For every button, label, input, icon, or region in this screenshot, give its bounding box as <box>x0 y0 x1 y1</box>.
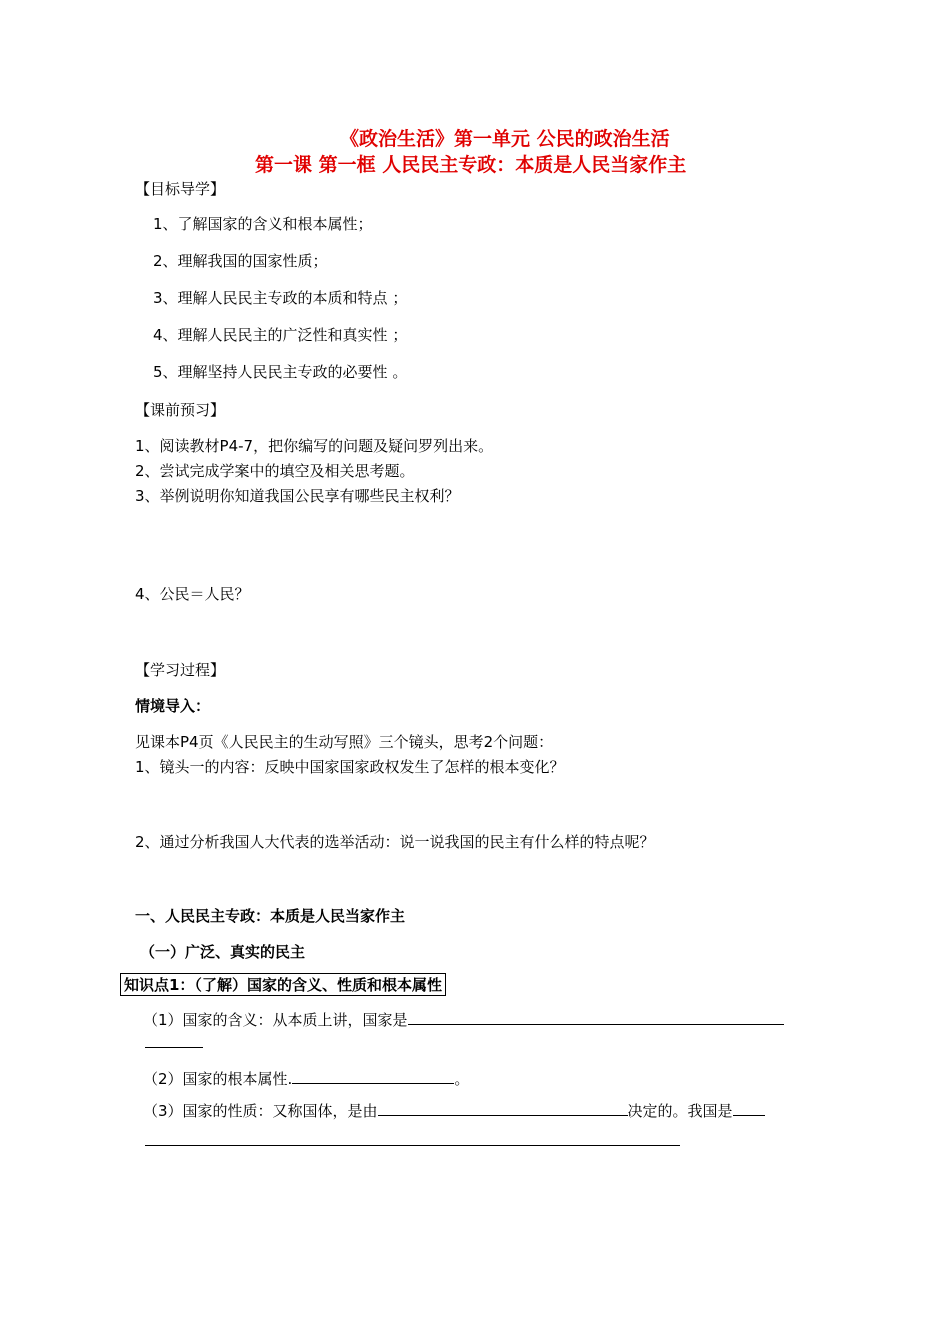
preview-item: 2、尝试完成学案中的填空及相关思考题。 <box>135 462 415 480</box>
question-1: 1、镜头一的内容：反映中国家国家政权发生了怎样的根本变化？ <box>135 758 565 776</box>
intro-label: 情境导入： <box>135 697 211 715</box>
intro-text: 见课本P4页《人民民主的生动写照》三个镜头，思考2个问题： <box>135 733 554 751</box>
goal-item: 4、理解人民民主的广泛性和真实性 ； <box>153 326 408 344</box>
goal-item: 2、理解我国的国家性质； <box>153 252 328 270</box>
question-2: 2、通过分析我国人大代表的选举活动：说一说我国的民主有什么样的特点呢？ <box>135 833 655 851</box>
fill-suffix-2: 。 <box>454 1070 470 1088</box>
title-line-1: 《政治生活》第一单元 公民的政治生活 <box>340 128 670 150</box>
knowledge-point-box: 知识点1：（了解）国家的含义、性质和根本属性 <box>120 973 446 996</box>
fill-line-2 <box>143 1068 469 1089</box>
preview-item: 4、公民＝人民？ <box>135 585 250 603</box>
goal-item: 3、理解人民民主专政的本质和特点 ； <box>153 289 408 307</box>
fill-prompt-2: （2）国家的根本属性. <box>143 1070 293 1088</box>
fill-line-1 <box>143 1009 784 1030</box>
preview-heading: 【课前预习】 <box>135 401 226 419</box>
process-heading: 【学习过程】 <box>135 661 226 679</box>
goals-heading: 【目标导学】 <box>135 180 226 198</box>
goal-item: 5、理解坚持人民民主专政的必要性 。 <box>153 363 408 381</box>
blank[interactable] <box>408 1012 784 1025</box>
blank[interactable] <box>733 1103 765 1116</box>
section-heading: 一、人民民主专政：本质是人民当家作主 <box>135 907 406 925</box>
blank[interactable] <box>145 1047 203 1048</box>
fill-prompt-3: （3）国家的性质：又称国体，是由 <box>143 1102 378 1120</box>
goal-item: 1、了解国家的含义和根本属性； <box>153 215 373 233</box>
preview-item: 1、阅读教材P4-7，把你编写的问题及疑问罗列出来。 <box>135 437 494 455</box>
blank[interactable] <box>145 1145 680 1146</box>
title-line-2: 第一课 第一框 人民民主专政：本质是人民当家作主 <box>255 154 687 176</box>
subsection-heading: （一）广泛、真实的民主 <box>140 943 306 961</box>
fill-prompt-1: （1）国家的含义：从本质上讲，国家是 <box>143 1011 408 1029</box>
blank[interactable] <box>378 1103 628 1116</box>
fill-mid-3: 决定的。我国是 <box>627 1102 733 1120</box>
blank[interactable] <box>292 1071 454 1084</box>
fill-line-3 <box>143 1100 765 1121</box>
preview-item: 3、举例说明你知道我国公民享有哪些民主权利？ <box>135 487 460 505</box>
